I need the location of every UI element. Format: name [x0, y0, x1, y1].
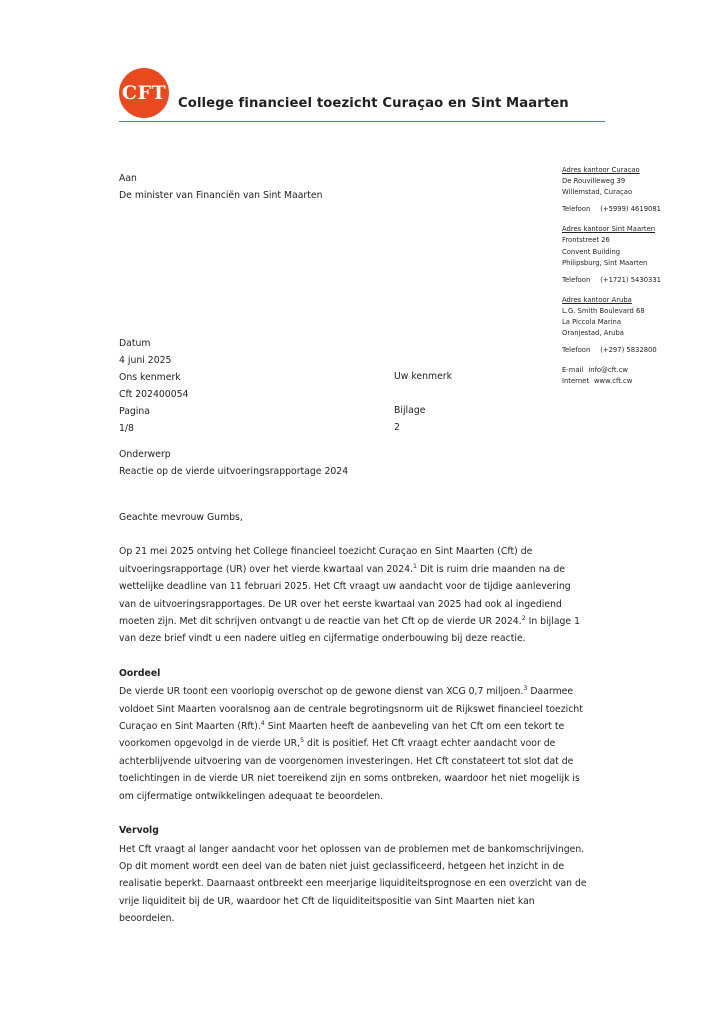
- datum-value: 4 juni 2025: [119, 355, 172, 366]
- phone-number: (+297) 5832800: [600, 346, 657, 355]
- bijlage-label: Bijlage: [394, 405, 426, 416]
- section-text-oordeel: De vierde UR toont een voorlopig overschot op de gewone dienst van XCG 0,7 miljoen.$^3$ Daarmee voldoet Sint Maarten vooralsnog aan de centrale begrotingsnorm uit de Rijkswet financieel toezicht Curaçao en Sint Maarten (Rft).$^4$ Sint Maarten heeft de aanbeveling van het Cft om een tekort te voorkomen opgevolgd in de vierde UR,$^5$ dit is positief. Het Cft vraagt echter aandacht voor de achterblijvende uitvoering van de voorgenomen investeringen. Het Cft constateert tot slot dat de toelichtingen in de vierde UR niet toereikend zijn en soms ontbreken, waardoor het niet mogelijk is om cijfermatige ontwikkelingen adequaat te beoordelen.: [119, 685, 583, 802]
- letter-body: [119, 509, 589, 945]
- ons-kenmerk-value: Cft 202400054: [119, 389, 189, 400]
- addressee-name: De minister van Financiën van Sint Maarten: [119, 190, 323, 201]
- email-label: E-mail: [562, 366, 584, 375]
- datum-label: Datum: [119, 338, 151, 349]
- address-title: Adres kantoor Sint Maarten: [562, 225, 656, 234]
- internet-value[interactable]: www.cft.cw: [594, 377, 633, 386]
- address-phone: [562, 275, 712, 286]
- subject-value: Reactie op de vierde uitvoeringsrapportage 2024: [119, 466, 349, 477]
- pagina-label: Pagina: [119, 406, 150, 417]
- address-phone: [562, 204, 712, 215]
- address-group-curacao: [562, 165, 712, 215]
- phone-number: (+5999) 4619081: [600, 205, 661, 214]
- pagina-value: 1/8: [119, 423, 134, 434]
- contact-group: [562, 365, 712, 387]
- salutation: Geachte mevrouw Gumbs,: [119, 512, 243, 523]
- header-divider: [119, 121, 605, 122]
- address-line: Frontstreet 26: [562, 236, 610, 245]
- ons-kenmerk-label: Ons kenmerk: [119, 372, 181, 383]
- section-heading-vervolg: Vervolg: [119, 825, 159, 837]
- email-line: [562, 365, 712, 376]
- subject-block: [119, 446, 348, 480]
- subject-label: Onderwerp: [119, 449, 171, 460]
- address-line: Convent Building: [562, 247, 621, 256]
- phone-label: Telefoon: [562, 346, 591, 355]
- uw-kenmerk-label: Uw kenmerk: [394, 371, 453, 382]
- letter-meta-right: [394, 368, 452, 436]
- address-title: Adres kantoor Aruba: [562, 295, 632, 304]
- address-phone: [562, 345, 712, 356]
- organization-title: College financieel toezicht Curaçao en Sint Maarten: [178, 96, 569, 111]
- address-line: Philipsburg, Sint Maarten: [562, 258, 648, 267]
- uw-kenmerk-value: [394, 385, 452, 402]
- address-line: La Piccola Marina: [562, 318, 621, 327]
- phone-label: Telefoon: [562, 205, 591, 214]
- address-title: Adres kantoor Curaçao: [562, 166, 640, 174]
- address-line: L.G. Smith Boulevard 68: [562, 306, 645, 315]
- addressee-block: [119, 170, 323, 204]
- phone-number: (+1721) 5430331: [600, 275, 661, 284]
- intro-paragraph: Op 21 mei 2025 ontving het College financieel toezicht Curaçao en Sint Maarten (Cft) de uitvoeringsrapportage (UR) over het vierde kwartaal van 2024.$^1$ Dit is ruim drie maanden na de wettelijke deadline van 11 februari 2025. Het Cft vraagt uw aandacht voor de tijdige aanlevering van de uitvoeringsrapportages. De UR over het eerste kwartaal van 2025 had ook al ingediend moeten zijn. Met dit schrijven ontvangt u de reactie van het Cft op de vierde UR 2024.$^2$ In bijlage 1 van deze brief vindt u een nadere uitleg en cijfermatige onderbouwing bij deze reactie.: [119, 546, 581, 645]
- address-group-sint-maarten: [562, 224, 712, 285]
- addressee-label: Aan: [119, 173, 137, 184]
- letterhead: [0, 0, 724, 124]
- phone-label: Telefoon: [562, 275, 591, 284]
- internet-line: [562, 376, 712, 387]
- section-heading-oordeel: Oordeel: [119, 667, 161, 679]
- address-line: De Rouvilleweg 39: [562, 177, 626, 186]
- cft-logo: CFT: [119, 68, 169, 118]
- email-value[interactable]: info@cft.cw: [588, 366, 628, 375]
- bijlage-value: 2: [394, 422, 400, 433]
- address-line: Oranjestad, Aruba: [562, 329, 624, 338]
- address-line: Willemstad, Curaçao: [562, 188, 633, 197]
- address-group-aruba: [562, 295, 712, 356]
- office-address-block: [562, 165, 712, 397]
- letter-meta-left: [119, 335, 188, 437]
- section-text-vervolg: Het Cft vraagt al langer aandacht voor het oplossen van de problemen met de bankomschrijvingen. Op dit moment wordt een deel van de baten niet juist geclassificeerd, hetgeen het inzicht in de realisatie beperkt. Daarnaast ontbreekt een meerjarige liquiditeitsprognose en een overzicht van de vrije liquiditeit bij de UR, waardoor het Cft de liquiditeitspositie van Sint Maarten niet kan beoordelen.: [119, 843, 587, 925]
- internet-label: Internet: [562, 377, 589, 386]
